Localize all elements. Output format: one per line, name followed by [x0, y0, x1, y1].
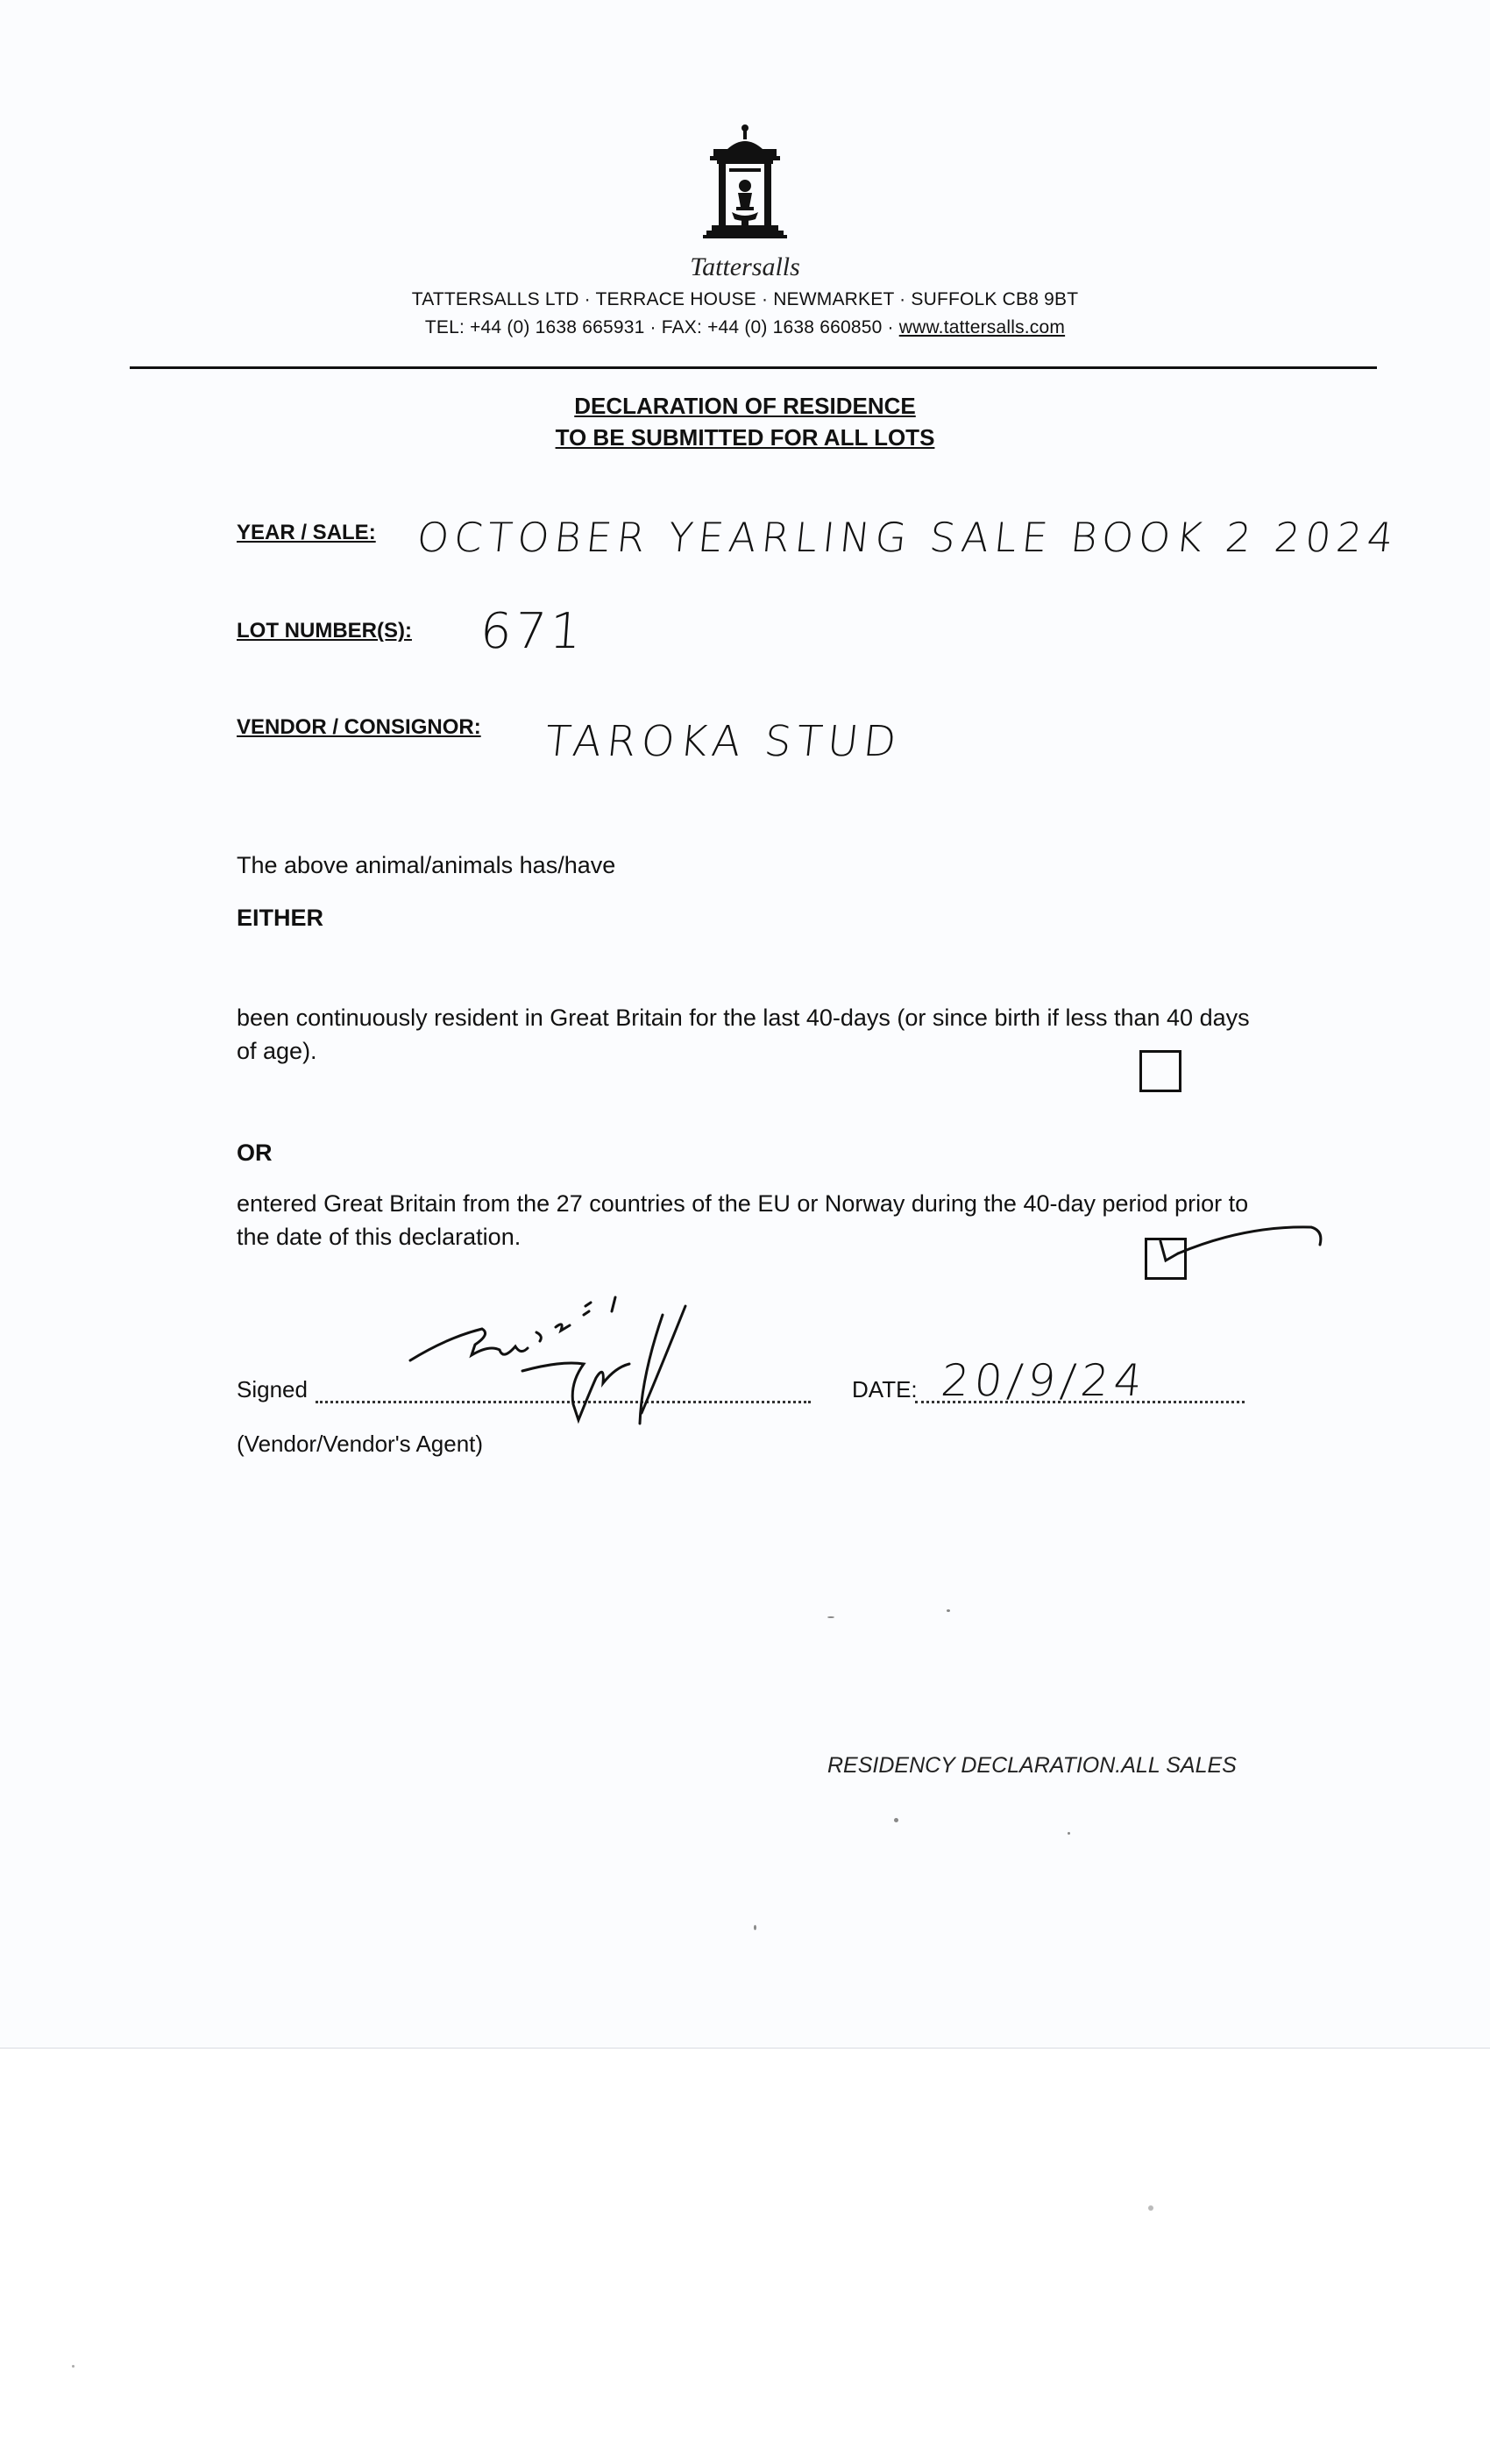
year-sale-value[interactable]: OCTOBER YEARLING SALE BOOK 2 2024 [415, 514, 1401, 561]
scan-speck [827, 1616, 834, 1618]
contact-numbers: TEL: +44 (0) 1638 665931 · FAX: +44 (0) 1638 660850 · [424, 317, 899, 337]
date-label: DATE: [852, 1376, 918, 1402]
option-entered-text: entered Great Britain from the 27 countries of the EU or Norway during the 40-day period prior to the date of this declaration. [237, 1190, 1249, 1250]
company-address: TATTERSALLS LTD · TERRACE HOUSE · NEWMARKET · SUFFOLK CB8 9BT [411, 289, 1079, 309]
date-value[interactable]: 20/9/24 [938, 1355, 1150, 1406]
signed-label: Signed [237, 1376, 308, 1402]
scan-speck [72, 2365, 74, 2368]
year-sale-label: YEAR / SALE: [237, 521, 376, 544]
handwritten-signature [386, 1280, 841, 1446]
footer-reference: RESIDENCY DECLARATION.ALL SALES [827, 1753, 1237, 1778]
option-resident-checkbox[interactable] [1139, 1050, 1181, 1092]
or-label: OR [237, 1140, 273, 1166]
form-title: DECLARATION OF RESIDENCE [574, 393, 916, 419]
checkmark-icon [1139, 1218, 1332, 1289]
website-link[interactable]: www.tattersalls.com [898, 317, 1066, 337]
form-subtitle: TO BE SUBMITTED FOR ALL LOTS [555, 424, 935, 451]
scan-speck [754, 1925, 756, 1930]
intro-text: The above animal/animals has/have [237, 852, 616, 878]
scan-speck [947, 1609, 950, 1612]
pavilion-statue-icon [701, 123, 789, 250]
vendor-value[interactable]: TAROKA STUD [543, 717, 905, 766]
either-label: EITHER [237, 905, 324, 931]
scan-speck [1148, 2205, 1153, 2211]
lot-number-label: LOT NUMBER(S): [237, 619, 412, 643]
lot-number-value[interactable]: 671 [478, 603, 587, 660]
scan-speck [894, 1818, 898, 1822]
brand-name: Tattersalls [690, 252, 800, 281]
option-resident-text: been continuously resident in Great Britain for the last 40-days (or since birth if less than 40 days of age). [237, 1005, 1250, 1064]
vendor-label: VENDOR / CONSIGNOR: [237, 715, 481, 739]
company-contact [0, 317, 1490, 338]
vendor-agent-label: (Vendor/Vendor's Agent) [237, 1431, 484, 1457]
scan-speck [1068, 1832, 1070, 1835]
header-divider [130, 366, 1377, 369]
